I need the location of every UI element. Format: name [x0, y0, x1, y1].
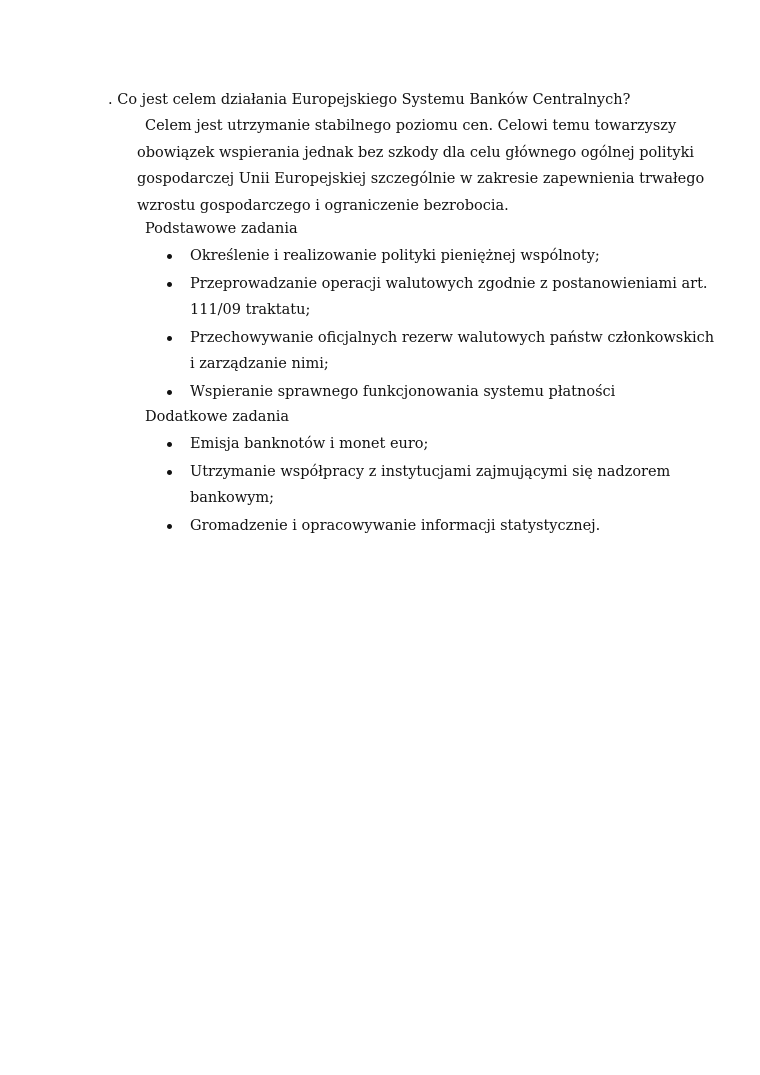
list-item: [145, 325, 715, 378]
list-item: [145, 459, 705, 512]
bullet-icon: [167, 336, 172, 341]
list-item-line: Utrzymanie współpracy z instytucjami zajmującymi się nadzorem: [190, 463, 671, 480]
list-item-text: [190, 379, 705, 406]
list-item-line: bankowym;: [190, 490, 275, 507]
list-item-text: [190, 271, 708, 324]
list-item-line: i zarządzanie nimi;: [190, 356, 329, 373]
list-item-line: Przeprowadzanie operacji walutowych zgodnie z postanowieniami art.: [190, 275, 708, 292]
answer-line: Celem jest utrzymanie stabilnego poziomu cen. Celowi temu towarzyszy: [145, 118, 677, 134]
list-item-line: Gromadzenie i opracowywanie informacji statystycznej.: [190, 517, 601, 534]
bullet-icon: [167, 442, 172, 447]
list-item: [145, 271, 708, 324]
list-item-line: Określenie i realizowanie polityki pieniężnej wspólnoty;: [190, 248, 600, 264]
list-item-line: Przechowywanie oficjalnych rezerw walutowych państw członkowskich: [190, 329, 715, 346]
list-item: [145, 243, 705, 270]
answer-line: wzrostu gospodarczego i ograniczenie bezrobocia.: [137, 197, 509, 214]
answer-line: gospodarczej Unii Europejskiej szczególnie w zakresie zapewnienia trwałego: [137, 171, 705, 188]
answer-line: obowiązek wspierania jednak bez szkody dla celu głównego ogólnej polityki: [137, 144, 694, 161]
list-item-text: [190, 243, 705, 270]
bullet-icon: [167, 390, 172, 395]
list-item-text: [190, 459, 705, 512]
answer-paragraph: [137, 113, 705, 219]
list-item-line: Wspieranie sprawnego funkcjonowania systemu płatności: [190, 383, 616, 400]
additional-tasks-list: [145, 431, 705, 540]
question-heading: . Co jest celem działania Europejskiego Systemu Banków Centralnych?: [108, 92, 631, 108]
list-item: [145, 431, 705, 458]
list-item-text: [190, 325, 715, 378]
section-title-additional-tasks: Dodatkowe zadania: [145, 409, 290, 425]
list-item-text: [190, 513, 705, 540]
basic-tasks-list: [145, 243, 715, 407]
list-item-line: 111/09 traktatu;: [190, 302, 311, 319]
list-item-line: Emisja banknotów i monet euro;: [190, 436, 429, 452]
list-item: [145, 513, 705, 540]
list-item-text: [190, 431, 705, 458]
bullet-icon: [167, 524, 172, 529]
bullet-icon: [167, 470, 172, 475]
section-title-basic-tasks: Podstawowe zadania: [145, 221, 298, 237]
list-item: [145, 379, 705, 406]
bullet-icon: [167, 254, 172, 259]
bullet-icon: [167, 282, 172, 287]
